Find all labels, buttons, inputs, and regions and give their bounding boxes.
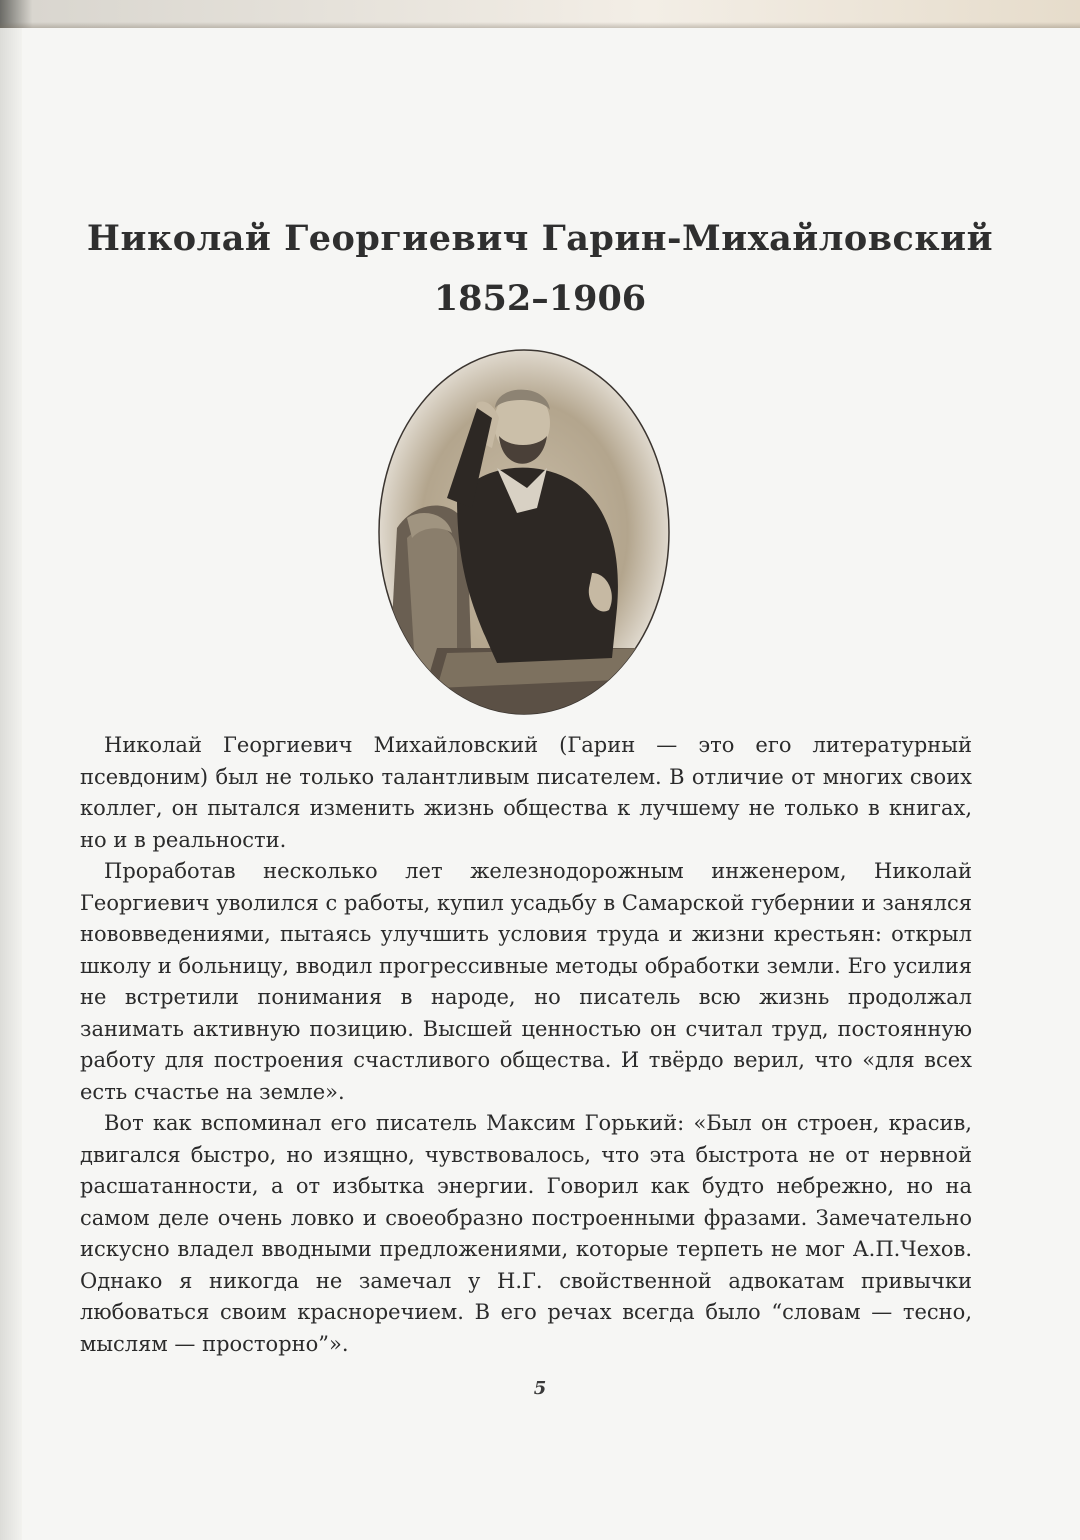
paragraph: Вот как вспоминал его писатель Максим Горький: «Был он строен, красив, двигался быстро, но изящно, чувствовалось, что эта быстрота не от нервной расшатанности, а от избытка энергии. Говорил как будто небрежно, но на самом деле очень ловко и своеобразно построенными фразами. Замечательно искусно владел вводными предложениями, которые терпеть не мог А.П.Чехов. Однако я никогда не замечал у Н.Г. свойственной адвокатам привычки любоваться своим красноречием. В его речах всегда было “словам — тесно, мыслям — просторно”». (80, 1111, 972, 1356)
paragraph: Проработав несколько лет железнодорожным инженером, Николай Георгиевич уволился с работы, купил усадьбу в Самарской губернии и занялся нововведениями, пытаясь улучшить условия труда и жизни крестьян: открыл школу и больницу, вводил прогрессивные методы обработки земли. Его усилия не встретили понимания в народе, но писатель всю жизнь продолжал занимать активную позицию. Высшей ценностью он считал труд, постоянную работу для построения счастливого общества. И твёрдо верил, что «для всех есть счастье на земле». (80, 859, 972, 1104)
portrait-photo (377, 348, 671, 716)
page-number: 5 (533, 1378, 547, 1399)
biography-text (80, 730, 972, 1360)
paragraph: Николай Георгиевич Михайловский (Гарин — это его литературный псевдоним) был не только талантливым писателем. В отличие от многих своих коллег, он пытался изменить жизнь общества к лучшему не только в книгах, но и в реальности. (80, 733, 972, 852)
life-years: 1852–1906 (433, 278, 647, 319)
page-title: Николай Георгиевич Гарин-Михайловский (86, 218, 994, 259)
book-top-edge (0, 0, 1080, 28)
